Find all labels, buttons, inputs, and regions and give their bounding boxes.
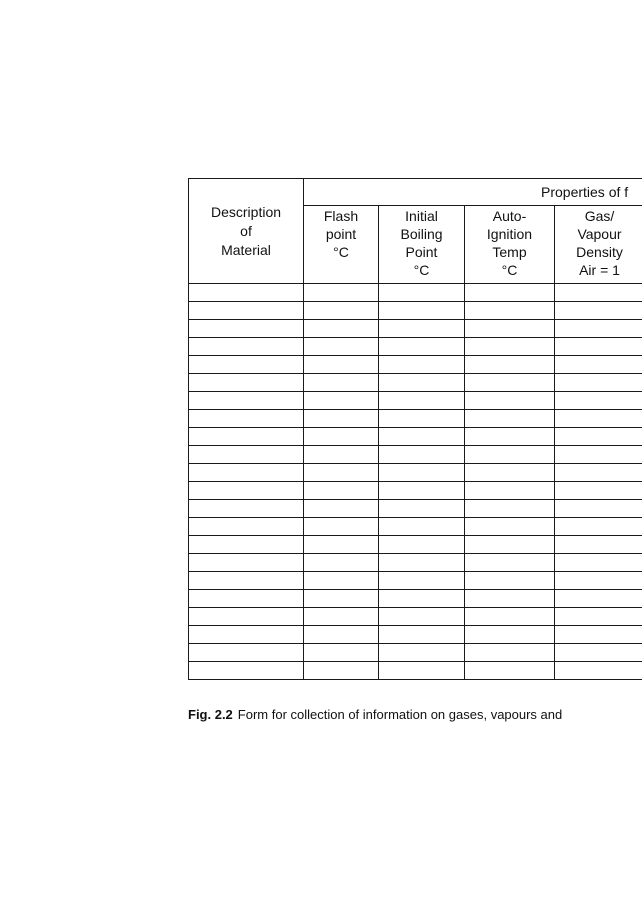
column-header-line: Initial <box>405 208 438 224</box>
blank-form-cell[interactable] <box>304 302 379 320</box>
blank-form-cell[interactable] <box>465 644 555 662</box>
figure-label: Fig. 2.2 <box>188 707 233 722</box>
blank-form-cell[interactable] <box>379 284 465 302</box>
blank-form-cell[interactable] <box>555 536 642 554</box>
blank-form-cell[interactable] <box>379 518 465 536</box>
column-header-line: Density <box>576 244 623 260</box>
blank-form-cell[interactable] <box>304 608 379 626</box>
blank-form-cell[interactable] <box>555 356 642 374</box>
blank-form-row <box>189 626 642 644</box>
column-header-1 <box>304 206 379 284</box>
blank-form-cell[interactable] <box>304 662 379 680</box>
column-header-line: °C <box>333 244 349 260</box>
blank-form-cell[interactable] <box>379 446 465 464</box>
blank-form-cell[interactable] <box>189 572 304 590</box>
blank-form-cell[interactable] <box>555 392 642 410</box>
blank-form-row <box>189 302 642 320</box>
blank-form-cell[interactable] <box>189 392 304 410</box>
blank-form-row <box>189 554 642 572</box>
blank-form-cell[interactable] <box>555 608 642 626</box>
blank-form-cell[interactable] <box>304 284 379 302</box>
blank-form-cell[interactable] <box>189 428 304 446</box>
blank-form-row <box>189 338 642 356</box>
blank-form-cell[interactable] <box>555 302 642 320</box>
blank-form-row <box>189 644 642 662</box>
blank-form-cell[interactable] <box>555 284 642 302</box>
blank-form-row <box>189 608 642 626</box>
description-header-line: Material <box>221 241 271 258</box>
blank-form-cell[interactable] <box>465 662 555 680</box>
blank-form-cell[interactable] <box>189 608 304 626</box>
blank-form-row <box>189 518 642 536</box>
blank-form-cell[interactable] <box>555 572 642 590</box>
blank-form-cell[interactable] <box>304 482 379 500</box>
blank-form-cell[interactable] <box>189 536 304 554</box>
blank-form-cell[interactable] <box>379 626 465 644</box>
blank-form-cell[interactable] <box>379 644 465 662</box>
blank-form-cell[interactable] <box>379 572 465 590</box>
blank-form-cell[interactable] <box>189 518 304 536</box>
blank-form-cell[interactable] <box>379 428 465 446</box>
column-header-line: Point <box>405 244 438 260</box>
blank-form-cell[interactable] <box>555 518 642 536</box>
blank-form-row <box>189 320 642 338</box>
blank-form-cell[interactable] <box>304 500 379 518</box>
blank-form-cell[interactable] <box>465 302 555 320</box>
column-header-line: Temp <box>492 244 527 260</box>
blank-form-cell[interactable] <box>304 464 379 482</box>
column-header-line: Vapour <box>577 226 622 242</box>
blank-form-cell[interactable] <box>555 374 642 392</box>
blank-form-cell[interactable] <box>465 536 555 554</box>
blank-form-cell[interactable] <box>555 410 642 428</box>
blank-form-cell[interactable] <box>379 662 465 680</box>
blank-form-cell[interactable] <box>465 338 555 356</box>
blank-form-cell[interactable] <box>379 320 465 338</box>
blank-form-row <box>189 464 642 482</box>
blank-form-row <box>189 374 642 392</box>
blank-form-cell[interactable] <box>189 500 304 518</box>
blank-form-cell[interactable] <box>189 446 304 464</box>
blank-form-cell[interactable] <box>379 374 465 392</box>
blank-form-row <box>189 410 642 428</box>
blank-form-cell[interactable] <box>304 338 379 356</box>
blank-form-cell[interactable] <box>189 590 304 608</box>
blank-form-cell[interactable] <box>379 356 465 374</box>
blank-form-cell[interactable] <box>465 554 555 572</box>
blank-form-cell[interactable] <box>304 446 379 464</box>
blank-form-cell[interactable] <box>304 356 379 374</box>
blank-form-cell[interactable] <box>555 446 642 464</box>
blank-form-cell[interactable] <box>555 320 642 338</box>
blank-form-row <box>189 392 642 410</box>
blank-form-cell[interactable] <box>465 572 555 590</box>
blank-form-row <box>189 572 642 590</box>
blank-form-cell[interactable] <box>379 464 465 482</box>
blank-form-cell[interactable] <box>465 284 555 302</box>
blank-form-cell[interactable] <box>189 284 304 302</box>
column-header-line: Flash <box>323 208 359 224</box>
blank-form-row <box>189 428 642 446</box>
description-header-line: Description <box>210 203 282 220</box>
blank-form-cell[interactable] <box>304 554 379 572</box>
blank-form-row <box>189 356 642 374</box>
blank-form-cell[interactable] <box>379 500 465 518</box>
blank-form-cell[interactable] <box>379 554 465 572</box>
properties-group-header: Properties of f <box>304 179 642 206</box>
blank-form-cell[interactable] <box>379 608 465 626</box>
data-collection-form-table <box>188 178 642 680</box>
column-header-line: °C <box>413 262 430 278</box>
blank-form-cell[interactable] <box>465 626 555 644</box>
blank-form-cell[interactable] <box>379 590 465 608</box>
blank-form-cell[interactable] <box>189 374 304 392</box>
figure-caption-text: Form for collection of information on gases, vapours and <box>237 707 563 722</box>
description-header-line: of <box>240 222 252 239</box>
blank-form-cell[interactable] <box>465 500 555 518</box>
blank-form-cell[interactable] <box>189 554 304 572</box>
blank-form-cell[interactable] <box>465 518 555 536</box>
column-header-3 <box>465 206 555 284</box>
blank-form-cell[interactable] <box>379 392 465 410</box>
blank-form-row <box>189 500 642 518</box>
blank-form-cell[interactable] <box>189 662 304 680</box>
blank-form-cell[interactable] <box>189 464 304 482</box>
blank-form-cell[interactable] <box>304 590 379 608</box>
blank-form-cell[interactable] <box>379 302 465 320</box>
blank-form-cell[interactable] <box>555 482 642 500</box>
description-of-material-header <box>189 179 304 284</box>
blank-form-cell[interactable] <box>465 320 555 338</box>
blank-form-cell[interactable] <box>189 320 304 338</box>
column-header-line: Boiling <box>400 226 443 242</box>
blank-form-cell[interactable] <box>555 464 642 482</box>
blank-form-cell[interactable] <box>189 410 304 428</box>
blank-form-cell[interactable] <box>555 590 642 608</box>
column-header-line: point <box>325 226 357 242</box>
blank-form-cell[interactable] <box>379 536 465 554</box>
blank-form-cell[interactable] <box>304 320 379 338</box>
column-header-line: Gas/ <box>584 208 615 224</box>
blank-form-cell[interactable] <box>555 500 642 518</box>
blank-form-cell[interactable] <box>189 338 304 356</box>
blank-form-cell[interactable] <box>304 428 379 446</box>
blank-form-cell[interactable] <box>304 392 379 410</box>
blank-form-cell[interactable] <box>465 482 555 500</box>
blank-form-row <box>189 482 642 500</box>
blank-form-cell[interactable] <box>465 464 555 482</box>
blank-form-cell[interactable] <box>304 410 379 428</box>
blank-form-cell[interactable] <box>465 392 555 410</box>
blank-form-cell[interactable] <box>555 554 642 572</box>
blank-form-cell[interactable] <box>465 590 555 608</box>
blank-form-cell[interactable] <box>304 626 379 644</box>
blank-form-cell[interactable] <box>304 572 379 590</box>
blank-form-cell[interactable] <box>189 356 304 374</box>
column-header-line: Ignition <box>486 226 533 242</box>
blank-form-cell[interactable] <box>465 608 555 626</box>
column-header-2 <box>379 206 465 284</box>
blank-form-row <box>189 446 642 464</box>
blank-form-row <box>189 590 642 608</box>
blank-form-cell[interactable] <box>379 410 465 428</box>
column-header-line: °C <box>501 262 518 278</box>
blank-form-cell[interactable] <box>304 644 379 662</box>
blank-form-cell[interactable] <box>555 338 642 356</box>
blank-form-cell[interactable] <box>189 644 304 662</box>
blank-form-cell[interactable] <box>189 626 304 644</box>
column-header-line: Auto- <box>492 208 527 224</box>
blank-form-row <box>189 662 642 680</box>
blank-form-cell[interactable] <box>304 374 379 392</box>
blank-form-cell[interactable] <box>465 374 555 392</box>
blank-form-row <box>189 284 642 302</box>
figure-caption <box>188 707 562 722</box>
blank-form-cell[interactable] <box>555 626 642 644</box>
blank-form-cell[interactable] <box>189 482 304 500</box>
blank-form-cell[interactable] <box>189 302 304 320</box>
blank-form-cell[interactable] <box>555 428 642 446</box>
blank-form-row <box>189 536 642 554</box>
blank-form-cell[interactable] <box>465 446 555 464</box>
column-header-4 <box>555 206 642 284</box>
blank-form-cell[interactable] <box>465 410 555 428</box>
blank-form-cell[interactable] <box>379 482 465 500</box>
blank-form-cell[interactable] <box>555 644 642 662</box>
blank-form-cell[interactable] <box>304 518 379 536</box>
blank-form-cell[interactable] <box>465 428 555 446</box>
column-header-line: Air = 1 <box>579 262 620 278</box>
group-header-row <box>189 179 642 206</box>
blank-form-cell[interactable] <box>379 338 465 356</box>
blank-form-cell[interactable] <box>304 536 379 554</box>
blank-form-cell[interactable] <box>465 356 555 374</box>
blank-form-cell[interactable] <box>555 662 642 680</box>
